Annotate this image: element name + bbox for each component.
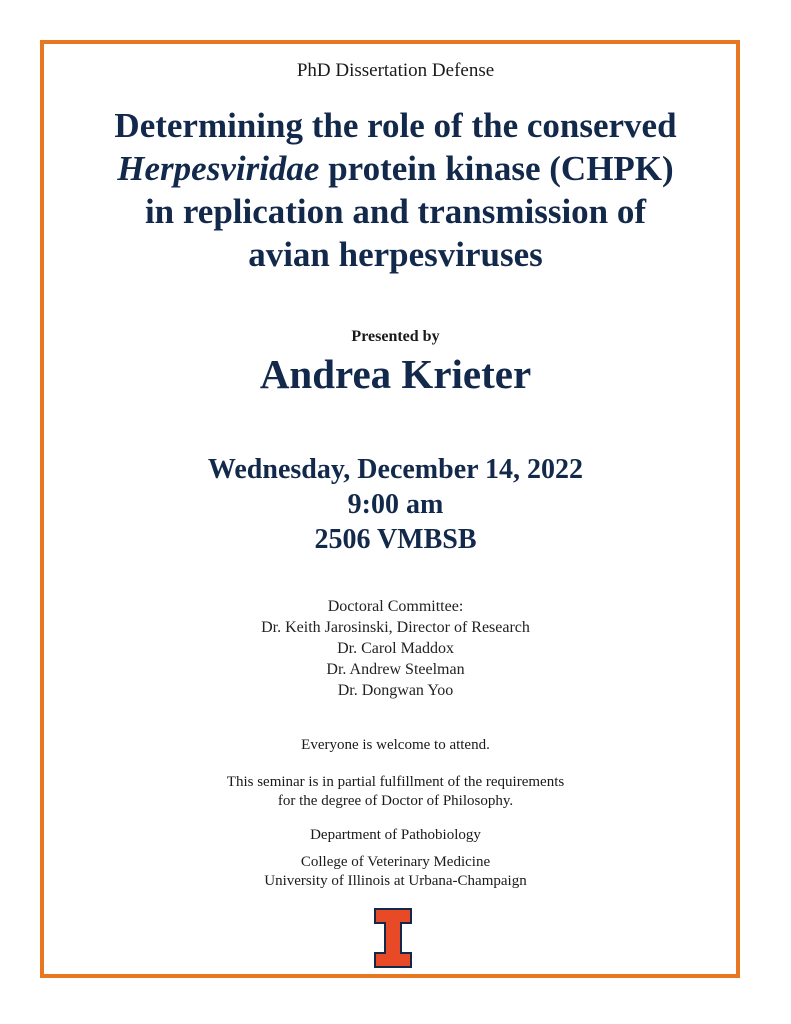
event-type: PhD Dissertation Defense [296, 60, 495, 81]
title-line-2 [0, 147, 791, 190]
committee-section [0, 596, 791, 701]
title-italic-term: Herpesviridae [117, 149, 320, 188]
university-name: University of Illinois at Urbana-Champaign [264, 873, 527, 889]
event-time: 9:00 am [347, 489, 444, 520]
title-line-4: avian herpesviruses [248, 235, 543, 274]
college-name: College of Veterinary Medicine [300, 854, 491, 870]
fulfillment-line-1: This seminar is in partial fulfillment of the requirements [226, 774, 565, 790]
dissertation-title [0, 104, 791, 276]
fulfillment-line-2: for the degree of Doctor of Philosophy. [277, 793, 514, 809]
fulfillment-note [0, 773, 791, 811]
presented-by-label: Presented by [351, 328, 440, 345]
event-date: Wednesday, December 14, 2022 [207, 454, 584, 485]
title-line-2-rest: protein kinase (CHPK) [319, 149, 674, 188]
committee-member: Dr. Carol Maddox [337, 640, 454, 657]
title-line-3: in replication and transmission of [144, 192, 647, 231]
committee-member: Dr. Dongwan Yoo [337, 682, 454, 699]
institution-block [0, 853, 791, 891]
department-name: Department of Pathobiology [310, 827, 481, 843]
committee-heading: Doctoral Committee: [327, 598, 464, 615]
title-line-1: Determining the role of the conserved [114, 106, 677, 145]
event-location: 2506 VMBSB [314, 524, 477, 555]
welcome-note: Everyone is welcome to attend. [301, 737, 490, 753]
committee-member: Dr. Andrew Steelman [326, 661, 465, 678]
block-i-logo-icon [374, 908, 412, 968]
presenter-name: Andrea Krieter [259, 351, 532, 397]
event-details [0, 452, 791, 557]
committee-member: Dr. Keith Jarosinski, Director of Research [261, 619, 530, 636]
